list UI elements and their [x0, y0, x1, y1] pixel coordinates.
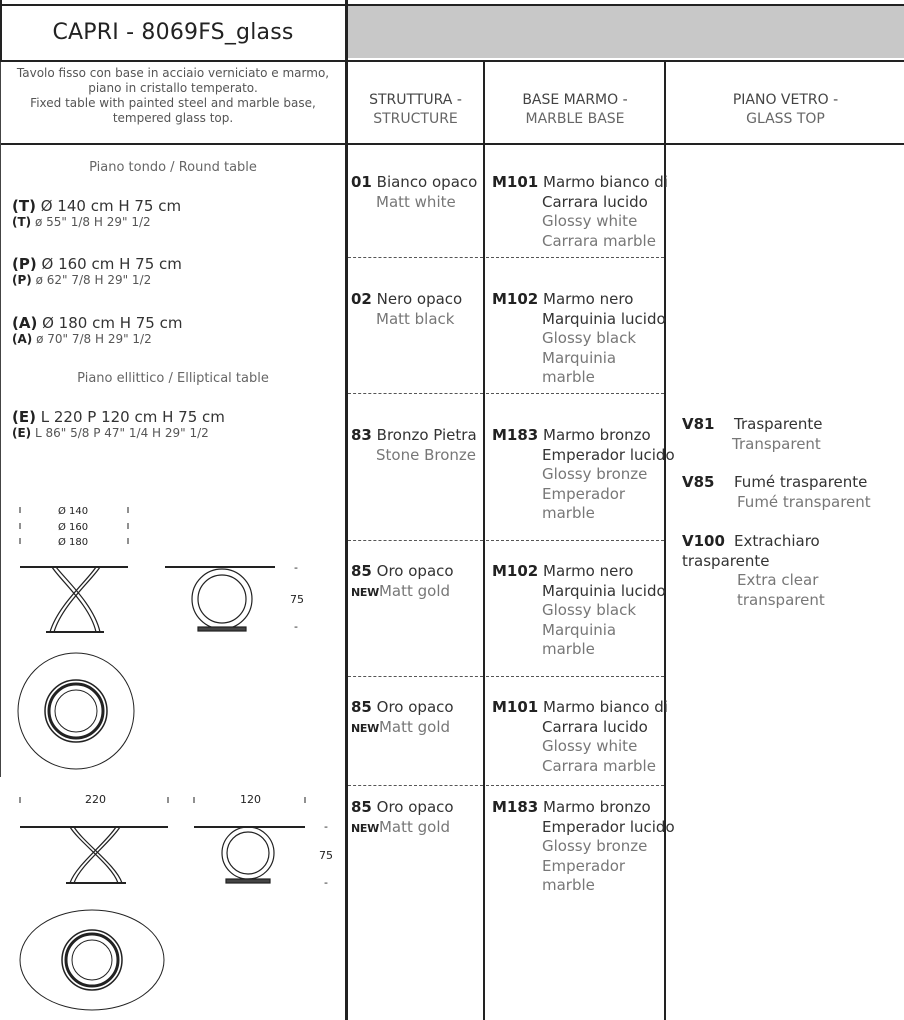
- svg-text:Ø 160: Ø 160: [58, 522, 89, 533]
- round-front-view: [165, 567, 275, 631]
- svg-text:Ø 140: Ø 140: [58, 506, 89, 517]
- svg-text:Ø 180: Ø 180: [58, 537, 89, 548]
- structure-row: 01 Bianco opaco Matt white: [351, 173, 478, 211]
- elliptical-front-view: [194, 827, 305, 883]
- size-t: (T) Ø 140 cm H 75 cm (T) ø 55" 1/8 H 29" 1/2: [12, 197, 182, 229]
- elliptical-table-label: Piano ellittico / Elliptical table: [77, 371, 269, 386]
- round-side-view: [20, 567, 128, 632]
- structure-row: 85 Oro opaco NEWMatt gold: [351, 798, 454, 836]
- marble-row: M102 Marmo nero Marquinia lucido Glossy black Marquinia marble: [492, 290, 666, 386]
- round-height-annotation: [290, 561, 304, 633]
- marble-row: M183 Marmo bronzo Emperador lucido Glossy bronze Emperador marble: [492, 426, 675, 522]
- round-diameter-labels: [58, 505, 88, 548]
- svg-text:-: -: [324, 820, 328, 833]
- product-description: [0, 66, 346, 126]
- new-badge: NEW: [351, 821, 379, 835]
- marble-row: M102 Marmo nero Marquinia lucido Glossy black Marquinia marble: [492, 562, 666, 658]
- size-a: (A) Ø 180 cm H 75 cm (A) ø 70" 7/8 H 29" 1/2: [12, 314, 183, 346]
- elliptical-side-view: [20, 827, 168, 883]
- elliptical-top-view: [20, 910, 164, 1010]
- elliptical-dimension-labels: [85, 793, 261, 806]
- structure-row: 83 Bronzo Pietra Stone Bronze: [351, 426, 477, 464]
- round-top-view: [18, 653, 134, 769]
- header-band: [348, 6, 904, 58]
- structure-row: 85 Oro opaco NEWMatt gold: [351, 698, 454, 736]
- glass-row: V85 Fumé trasparente Fumé transparent: [682, 473, 871, 511]
- glass-row: V81 Trasparente Transparent: [682, 415, 823, 453]
- svg-text:-: -: [324, 876, 328, 889]
- column-header-marble: BASE MARMO - MARBLE BASE: [522, 92, 628, 127]
- glass-row: V100 Extrachiaro trasparente Extra clear transparent: [682, 532, 825, 609]
- round-table-label: Piano tondo / Round table: [89, 160, 257, 175]
- marble-row: M101 Marmo bianco di Carrara lucido Glossy white Carrara marble: [492, 698, 668, 775]
- new-badge: NEW: [351, 585, 379, 599]
- svg-text:75: 75: [319, 849, 333, 862]
- structure-row: 02 Nero opaco Matt black: [351, 290, 463, 328]
- column-header-glass: PIANO VETRO - GLASS TOP: [732, 92, 839, 127]
- new-badge: NEW: [351, 721, 379, 735]
- elliptical-height-annotation: [319, 820, 333, 889]
- svg-text:75: 75: [290, 593, 304, 606]
- svg-text:-: -: [294, 561, 298, 574]
- structure-row: 85 Oro opaco NEWMatt gold: [351, 562, 454, 600]
- size-p: (P) Ø 160 cm H 75 cm (P) ø 62" 7/8 H 29" 1/2: [12, 255, 182, 287]
- svg-text:220: 220: [85, 793, 106, 806]
- technical-drawings: [0, 495, 345, 1020]
- marble-row: M101 Marmo bianco di Carrara lucido Glossy white Carrara marble: [492, 173, 668, 250]
- svg-text:120: 120: [240, 793, 261, 806]
- description-it: Tavolo fisso con base in acciaio verniciato e marmo, piano in cristallo temperato.: [16, 66, 330, 95]
- svg-text:-: -: [294, 620, 298, 633]
- description-en: Fixed table with painted steel and marble base, tempered glass top.: [30, 96, 316, 125]
- marble-row: M183 Marmo bronzo Emperador lucido Glossy bronze Emperador marble: [492, 798, 675, 894]
- column-header-structure: STRUTTURA - STRUCTURE: [369, 92, 462, 127]
- page-title: CAPRI - 8069FS_glass: [52, 20, 294, 45]
- size-e: (E) L 220 P 120 cm H 75 cm (E) L 86" 5/8 P 47" 1/4 H 29" 1/2: [12, 408, 225, 440]
